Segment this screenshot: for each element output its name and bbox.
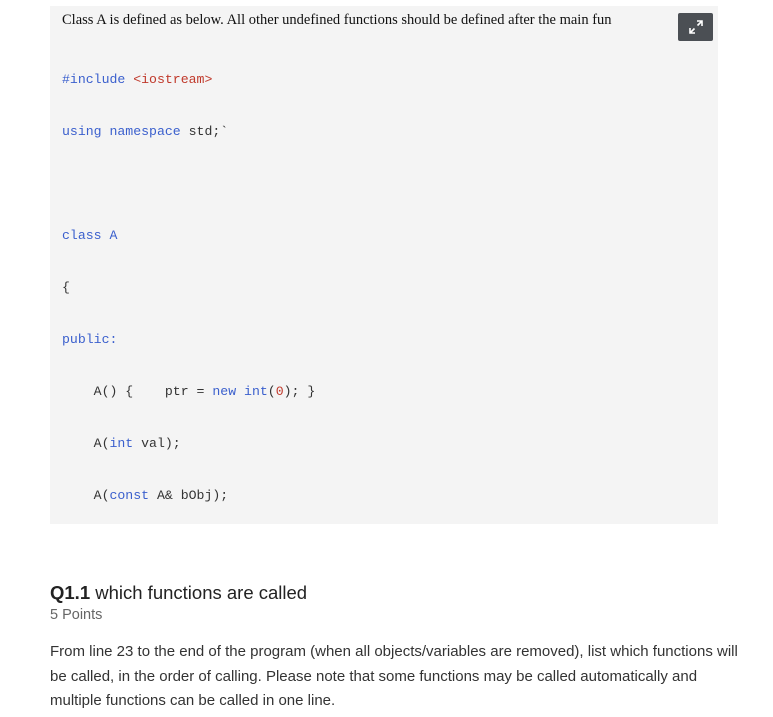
question-title — [50, 582, 307, 604]
question-text: From line 23 to the end of the program (when all objects/variables are removed), list which functions will be called, in the order of calling. Please note that some functions may be called automatically and multiple functions can be called in one line. — [50, 643, 738, 709]
code-line — [62, 227, 450, 244]
question-title-text: which functions are called — [90, 582, 308, 603]
code-token: A& bObj); — [149, 487, 229, 503]
code-token: ); } — [283, 383, 316, 399]
code-token: std;` — [180, 123, 229, 139]
code-card — [50, 6, 718, 524]
code-block — [62, 36, 450, 524]
code-token: A( — [62, 435, 110, 451]
code-token: <iostream> — [133, 71, 213, 87]
code-line — [62, 331, 450, 348]
code-token: #include — [62, 71, 134, 87]
code-line — [62, 487, 450, 504]
code-token: public: — [62, 331, 118, 347]
code-token: A( — [62, 487, 110, 503]
code-token: val); — [133, 435, 181, 451]
code-line — [62, 123, 450, 140]
code-token: 0 — [275, 383, 284, 399]
intro-text: Class A is defined as below. All other undefined functions should be defined after the main fun — [62, 12, 612, 28]
question-points: 5 Points — [50, 607, 103, 623]
code-line — [62, 175, 450, 192]
code-token: using namespace — [62, 123, 181, 139]
code-token: int — [109, 435, 134, 451]
expand-button[interactable] — [678, 13, 713, 41]
code-line — [62, 435, 450, 452]
expand-arrows-icon — [689, 20, 703, 34]
code-line — [62, 279, 450, 296]
code-token: { — [62, 279, 70, 295]
code-line — [62, 71, 450, 88]
code-token: const — [109, 487, 150, 503]
code-token: A() { ptr = — [62, 383, 213, 399]
code-token: new int — [212, 383, 268, 399]
code-token: class A — [62, 227, 118, 243]
question-number: Q1.1 — [50, 582, 91, 603]
code-line — [62, 383, 450, 400]
code-token: ( — [267, 383, 276, 399]
